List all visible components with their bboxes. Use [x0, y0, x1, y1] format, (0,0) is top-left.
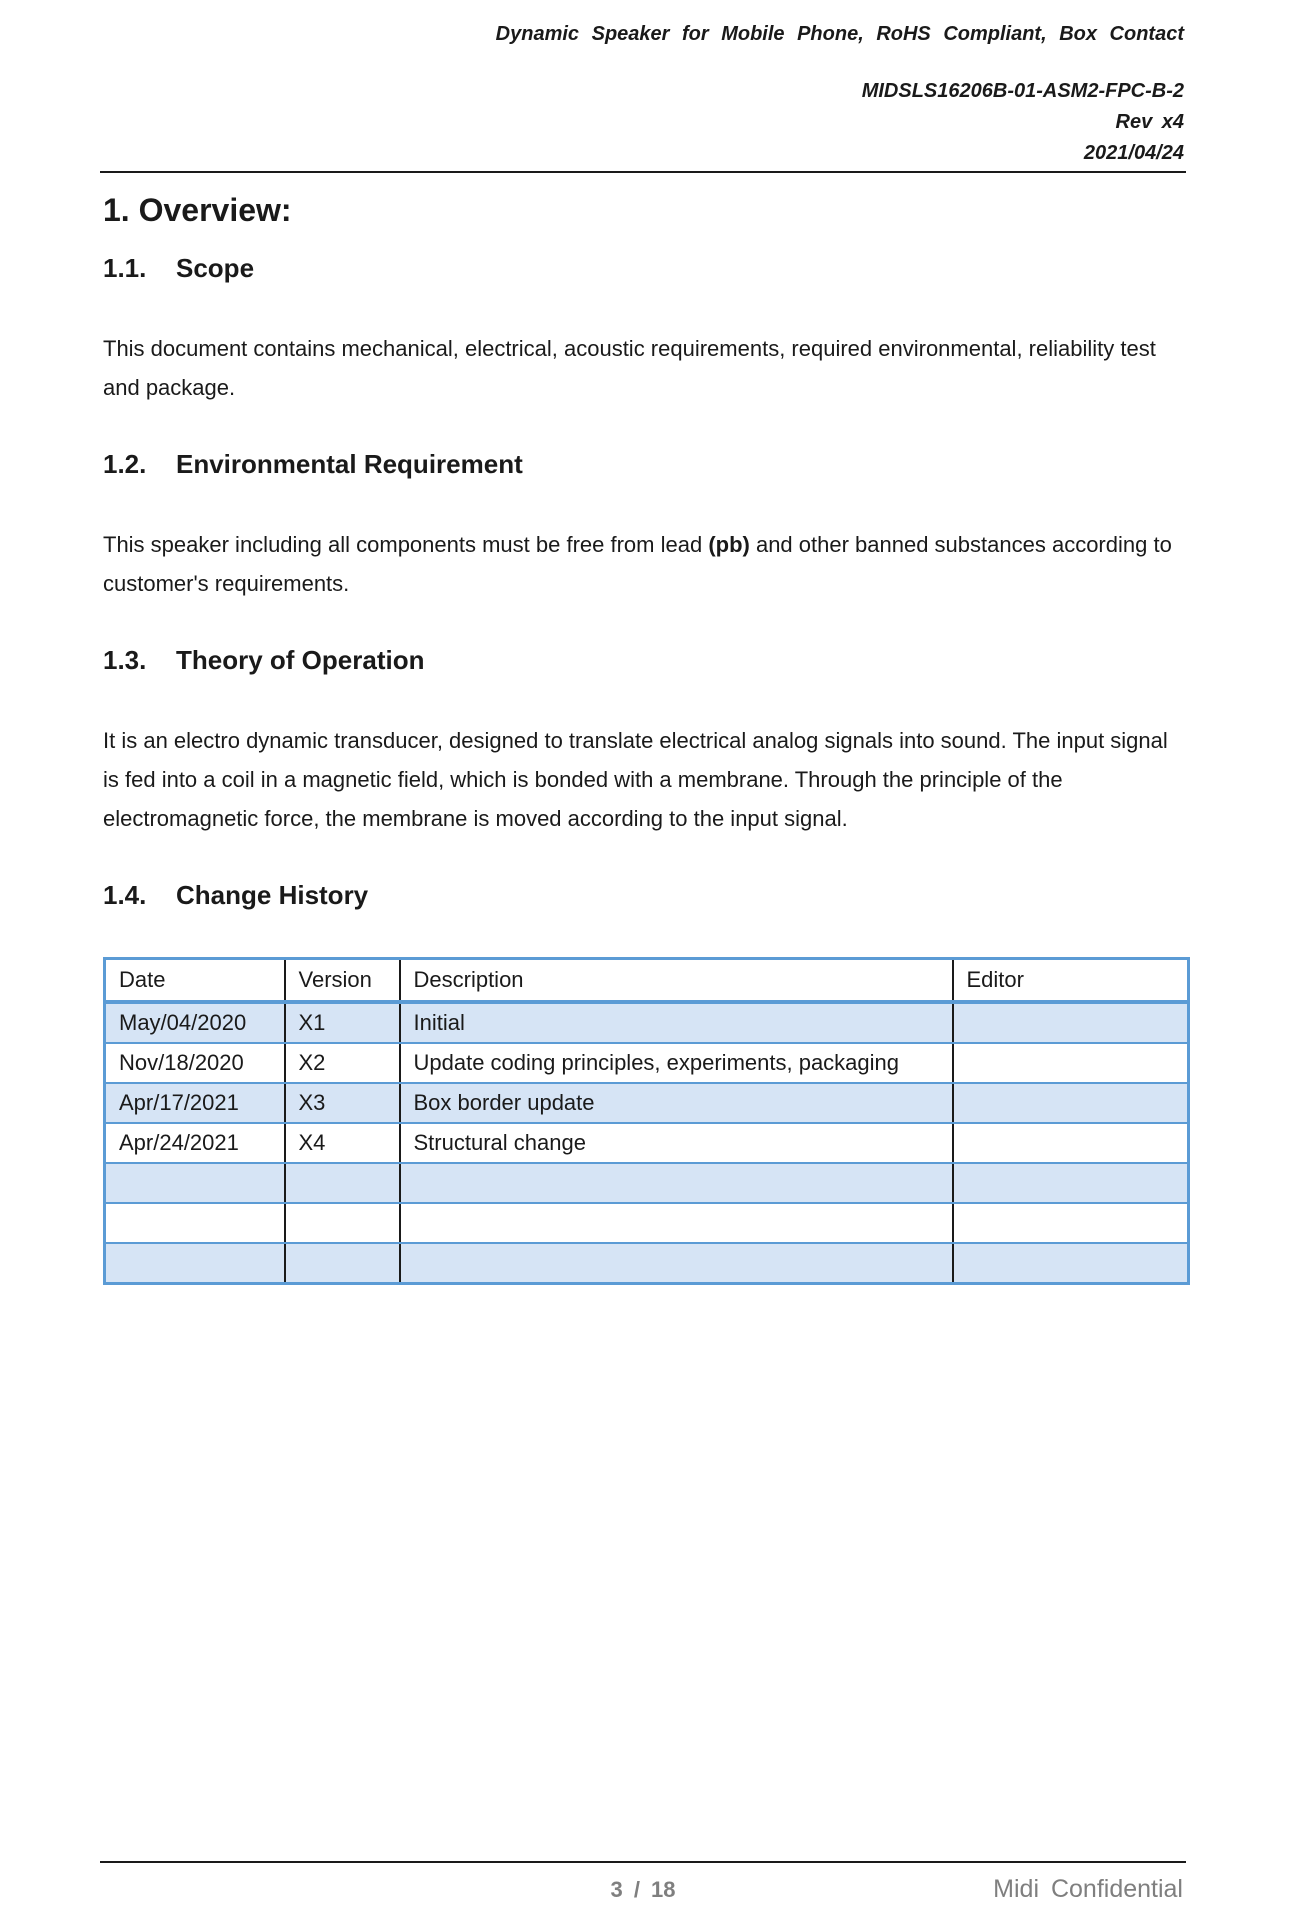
environmental-text-end: and other banned substances according to customer's requirements.	[103, 532, 1172, 596]
subsection-heading-history	[103, 880, 368, 911]
cell-editor	[953, 1243, 1189, 1284]
document-number: MIDSLS16206B-01-ASM2-FPC-B-2	[861, 80, 1184, 102]
subsection-heading-scope	[103, 253, 254, 284]
confidential-label: Midi Confidential	[993, 1875, 1183, 1903]
cell-date: Nov/18/2020	[105, 1043, 285, 1083]
lead-symbol: (pb)	[708, 532, 750, 557]
section-number: 1.	[103, 192, 130, 228]
document-revision: Rev x4	[1115, 111, 1184, 133]
cell-version: X4	[285, 1123, 400, 1163]
cell-editor	[953, 1203, 1189, 1243]
subsection-title: Scope	[176, 253, 255, 283]
cell-date: Apr/17/2021	[105, 1083, 285, 1123]
environmental-paragraph	[103, 525, 1183, 603]
cell-editor	[953, 1083, 1189, 1123]
table-row	[105, 1203, 1189, 1243]
cell-version	[285, 1163, 400, 1203]
cell-date	[105, 1203, 285, 1243]
subsection-title: Environmental Requirement	[176, 449, 523, 479]
cell-editor	[953, 1002, 1189, 1043]
column-header-description: Description	[400, 959, 953, 1003]
theory-paragraph	[103, 721, 1183, 838]
section-heading-overview	[103, 192, 292, 229]
table-row	[105, 1243, 1189, 1284]
cell-editor	[953, 1163, 1189, 1203]
cell-description	[400, 1203, 953, 1243]
table-row	[105, 1123, 1189, 1163]
document-date: 2021/04/24	[1083, 142, 1184, 164]
cell-version: X2	[285, 1043, 400, 1083]
subsection-heading-environmental	[103, 449, 523, 480]
table-row	[105, 1002, 1189, 1043]
cell-description	[400, 1243, 953, 1284]
theory-text: It is an electro dynamic transducer, designed to translate electrical analog signals into sound. The input signal is fed into a coil in a magnetic field, which is bonded with a membrane. Through the principle of the electromagnetic force, the membrane is moved according to the input signal.	[103, 728, 1168, 831]
column-header-version: Version	[285, 959, 400, 1003]
change-history-table	[103, 957, 1190, 1285]
cell-date: Apr/24/2021	[105, 1123, 285, 1163]
environmental-text	[103, 525, 1183, 603]
cell-editor	[953, 1123, 1189, 1163]
table-header-row	[105, 959, 1189, 1003]
cell-date	[105, 1163, 285, 1203]
scope-paragraph	[103, 329, 1183, 407]
page-number: 3 / 18	[610, 1877, 676, 1902]
subsection-number: 1.4.	[103, 880, 147, 910]
subsection-heading-theory	[103, 645, 424, 676]
cell-description: Box border update	[400, 1083, 953, 1123]
cell-date	[105, 1243, 285, 1284]
cell-version	[285, 1203, 400, 1243]
page-header	[100, 0, 1186, 173]
cell-description: Structural change	[400, 1123, 953, 1163]
cell-version: X3	[285, 1083, 400, 1123]
cell-version	[285, 1243, 400, 1284]
subsection-number: 1.3.	[103, 645, 147, 675]
document-title: Dynamic Speaker for Mobile Phone, RoHS Compliant, Box Contact	[495, 23, 1184, 45]
cell-date: May/04/2020	[105, 1002, 285, 1043]
cell-description	[400, 1163, 953, 1203]
subsection-number: 1.1.	[103, 253, 147, 283]
table-row	[105, 1083, 1189, 1123]
section-title: Overview:	[138, 192, 292, 228]
subsection-title: Theory of Operation	[176, 645, 425, 675]
column-header-editor: Editor	[953, 959, 1189, 1003]
subsection-number: 1.2.	[103, 449, 147, 479]
table-row	[105, 1043, 1189, 1083]
column-header-date: Date	[105, 959, 285, 1003]
environmental-text-start: This speaker including all components must be free from lead	[103, 532, 709, 557]
cell-editor	[953, 1043, 1189, 1083]
cell-description: Update coding principles, experiments, packaging	[400, 1043, 953, 1083]
cell-version: X1	[285, 1002, 400, 1043]
subsection-title: Change History	[176, 880, 369, 910]
table-row	[105, 1163, 1189, 1203]
scope-text: This document contains mechanical, electrical, acoustic requirements, required environmental, reliability test and package.	[103, 336, 1156, 400]
cell-description: Initial	[400, 1002, 953, 1043]
page-footer	[100, 1861, 1186, 1918]
